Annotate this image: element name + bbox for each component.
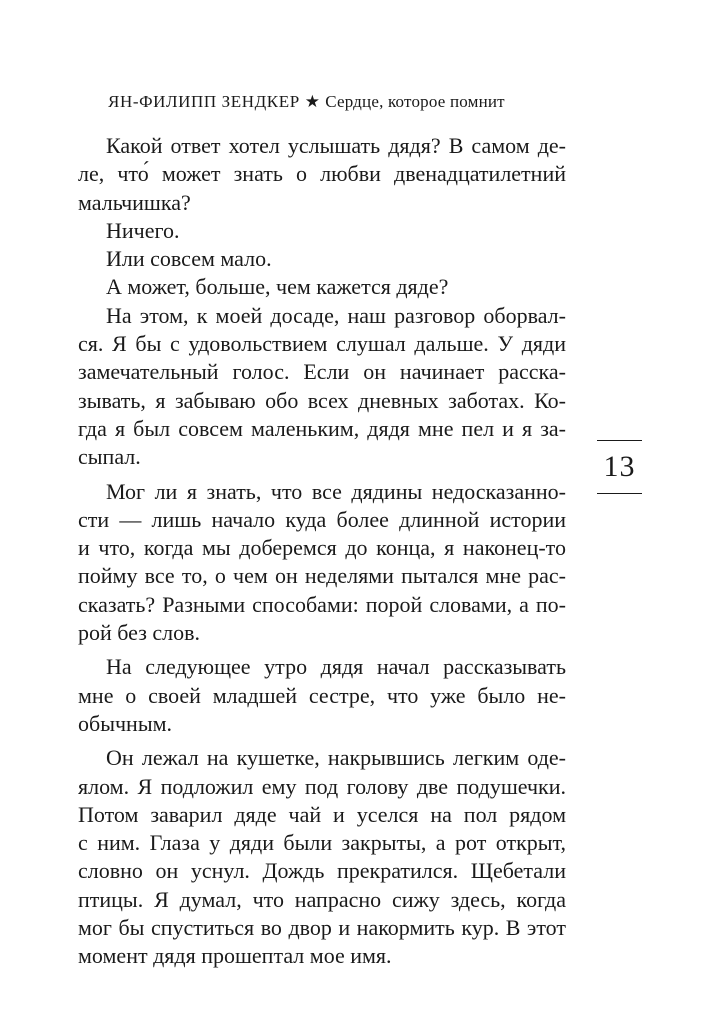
text-line: зывать, я забываю обо всех дневных заботах. Ко- bbox=[78, 387, 566, 413]
text-line: ся. Я бы с удовольствием слушал дальше. У дяди bbox=[78, 331, 566, 357]
text-line: гда я был совсем маленьким, дядя мне пел и я за- bbox=[78, 415, 566, 441]
text-line: Потом заварил дяде чай и уселся на пол рядом bbox=[78, 801, 566, 827]
text-line: мне о своей младшей сестре, что уже было не- bbox=[78, 682, 566, 708]
text-line: мальчишка? bbox=[78, 189, 191, 215]
text-line: мог бы спуститься во двор и накормить кур. В этот bbox=[78, 915, 566, 941]
running-header bbox=[108, 92, 578, 112]
text-line: рой без слов. bbox=[78, 620, 201, 646]
text-line: Он лежал на кушетке, накрывшись легким оде- bbox=[106, 745, 566, 771]
header-author: ЯН-ФИЛИПП ЗЕНДКЕР bbox=[108, 92, 300, 111]
header-book-title: Сердце, которое помнит bbox=[325, 92, 505, 111]
text-line: А может, больше, чем кажется дяде? bbox=[106, 274, 449, 300]
text-line: сыпал. bbox=[78, 444, 141, 470]
text-line: сказать? Разными способами: порой словами, а по- bbox=[78, 591, 566, 617]
text-line: На этом, к моей досаде, наш разговор оборвал- bbox=[106, 302, 566, 328]
page-number: 13 bbox=[603, 450, 636, 483]
text-line: момент дядя прошептал мое имя. bbox=[78, 943, 392, 969]
text-line: обычным. bbox=[78, 710, 173, 736]
text-line: сти — лишь начало куда более длинной истории bbox=[78, 506, 566, 532]
text-line: На следующее утро дядя начал рассказывать bbox=[106, 654, 566, 680]
text-line: Мог ли я знать, что все дядины недосказанно- bbox=[106, 478, 566, 504]
body-text bbox=[78, 132, 566, 971]
text-line: словно он уснул. Дождь прекратился. Щебетали bbox=[78, 858, 566, 884]
text-line: Или совсем мало. bbox=[106, 246, 272, 272]
star-icon: ★ bbox=[304, 92, 321, 111]
page-number-rule-bottom bbox=[597, 493, 642, 494]
text-line: пойму все то, о чем он неделями пытался мне рас- bbox=[78, 563, 566, 589]
text-line: Ничего. bbox=[106, 217, 180, 243]
page-number-marker bbox=[597, 440, 642, 494]
text-line: Какой ответ хотел услышать дядя? В самом де- bbox=[106, 133, 566, 158]
text-line: замечательный голос. Если он начинает расска- bbox=[78, 359, 566, 385]
text-line: ле, что́ может знать о любви двенадцатилетний bbox=[78, 161, 566, 187]
text-line: ялом. Я подложил ему под голову две подушечки. bbox=[78, 773, 566, 799]
text-line: с ним. Глаза у дяди были закрыты, а рот открыт, bbox=[78, 830, 566, 856]
text-line: и что, когда мы доберемся до конца, я наконец-то bbox=[78, 535, 566, 561]
text-line: птицы. Я думал, что напрасно сижу здесь, когда bbox=[78, 886, 566, 912]
